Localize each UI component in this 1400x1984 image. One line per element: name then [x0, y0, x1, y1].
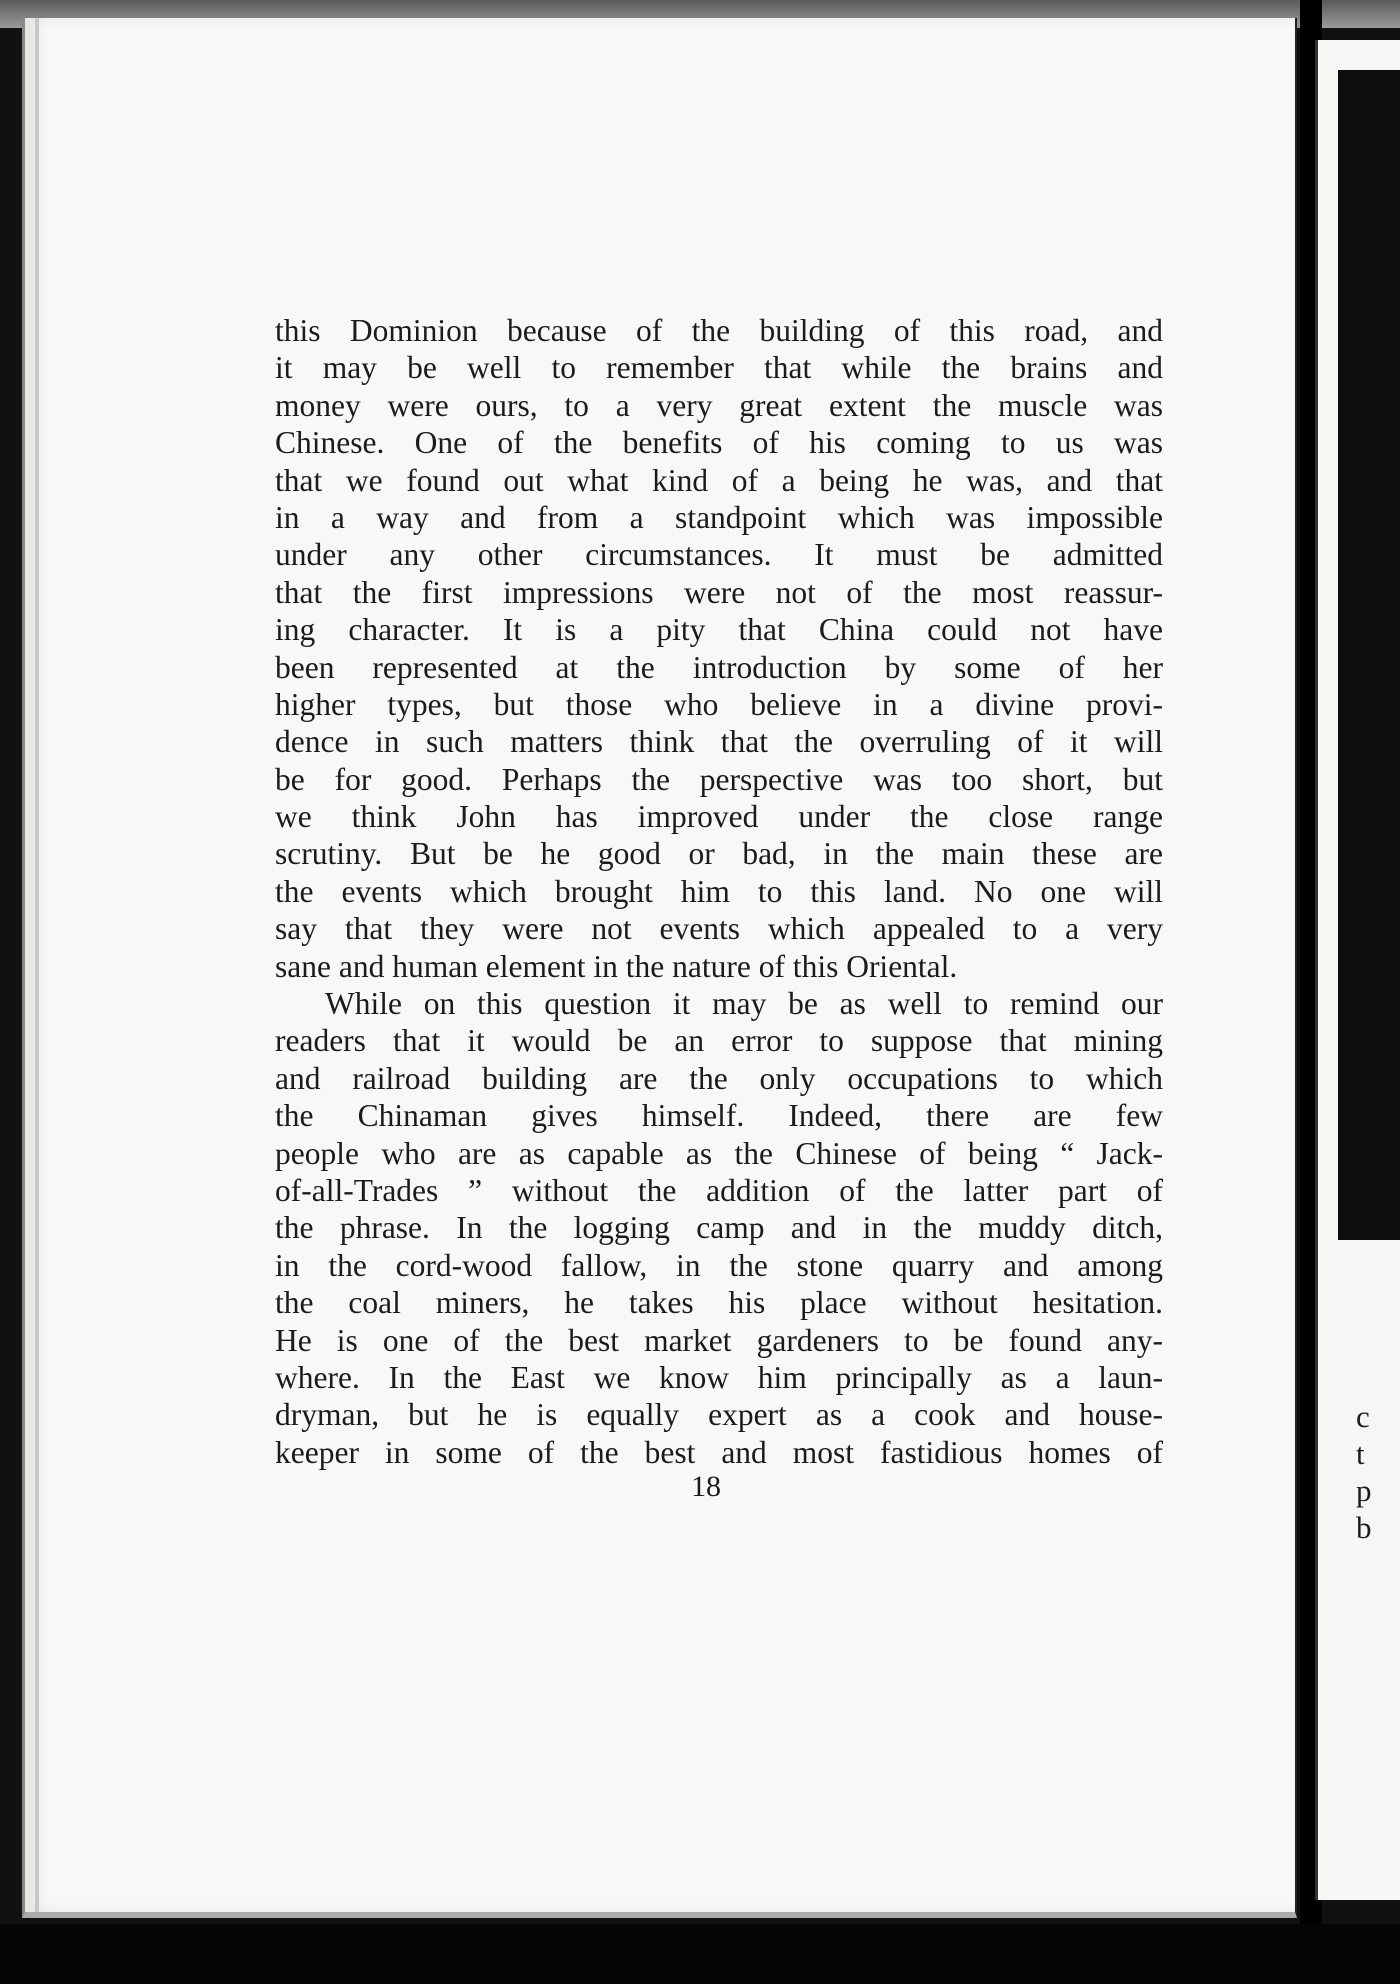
text-line: in a way and from a standpoint which was impossible: [275, 499, 1163, 535]
page-inner-edge: [35, 18, 39, 1912]
text-line: scrutiny. But be he good or bad, in the main these are: [275, 836, 1163, 872]
text-line: and railroad building are the only occupations to which: [275, 1060, 1163, 1096]
text-line: that we found out what kind of a being he was, and that: [275, 462, 1163, 498]
text-line: where. In the East we know him principally as a laun-: [275, 1359, 1163, 1395]
facing-page-fragment: b: [1356, 1510, 1372, 1545]
body-text: [275, 312, 1163, 1471]
text-line: higher types, but those who believe in a divine provi-: [275, 686, 1163, 722]
paragraph-2: [275, 985, 1163, 1471]
text-line: it may be well to remember that while the brains and: [275, 350, 1163, 386]
text-line: readers that it would be an error to suppose that mining: [275, 1023, 1163, 1059]
text-line: keeper in some of the best and most fastidious homes of: [275, 1434, 1163, 1470]
text-line: of-all-Trades ” without the addition of the latter part of: [275, 1172, 1163, 1208]
page-number: 18: [691, 1470, 721, 1503]
text-line: ing character. It is a pity that China could not have: [275, 612, 1163, 648]
text-line: people who are as capable as the Chinese of being “ Jack-: [275, 1135, 1163, 1171]
text-line: we think John has improved under the close range: [275, 799, 1163, 835]
text-line: dryman, but he is equally expert as a cook and house-: [275, 1397, 1163, 1433]
facing-page-fragment: c: [1356, 1399, 1370, 1434]
text-line: While on this question it may be as well to remind our: [325, 986, 1163, 1022]
text-line: in the cord-wood fallow, in the stone quarry and among: [275, 1247, 1163, 1283]
facing-page-fragment: t: [1356, 1436, 1365, 1471]
text-line: Chinese. One of the benefits of his coming to us was: [275, 425, 1163, 461]
text-line: be for good. Perhaps the perspective was too short, but: [275, 761, 1163, 797]
scan-bottom-border: [0, 1924, 1400, 1984]
text-line: dence in such matters think that the overruling of it will: [275, 724, 1163, 760]
facing-page: [1315, 40, 1400, 1900]
facing-page-text-fragments: [1356, 1398, 1396, 1546]
text-line: the phrase. In the logging camp and in the muddy ditch,: [275, 1210, 1163, 1246]
text-line: money were ours, to a very great extent the muscle was: [275, 387, 1163, 423]
text-line: the Chinaman gives himself. Indeed, there are few: [275, 1098, 1163, 1134]
text-line: He is one of the best market gardeners to be found any-: [275, 1322, 1163, 1358]
facing-page-dark-band: [1338, 70, 1400, 1240]
text-line: been represented at the introduction by some of her: [275, 649, 1163, 685]
text-line: this Dominion because of the building of this road, and: [275, 313, 1163, 348]
facing-page-fragment: p: [1356, 1473, 1372, 1508]
text-line: under any other circumstances. It must be admitted: [275, 537, 1163, 573]
text-line: say that they were not events which appealed to a very: [275, 911, 1163, 947]
paragraph-1: [275, 312, 1163, 985]
text-line: the coal miners, he takes his place without hesitation.: [275, 1285, 1163, 1321]
text-line: that the first impressions were not of the most reassur-: [275, 574, 1163, 610]
text-line: the events which brought him to this land. No one will: [275, 873, 1163, 909]
text-line: sane and human element in the nature of this Oriental.: [275, 948, 958, 984]
